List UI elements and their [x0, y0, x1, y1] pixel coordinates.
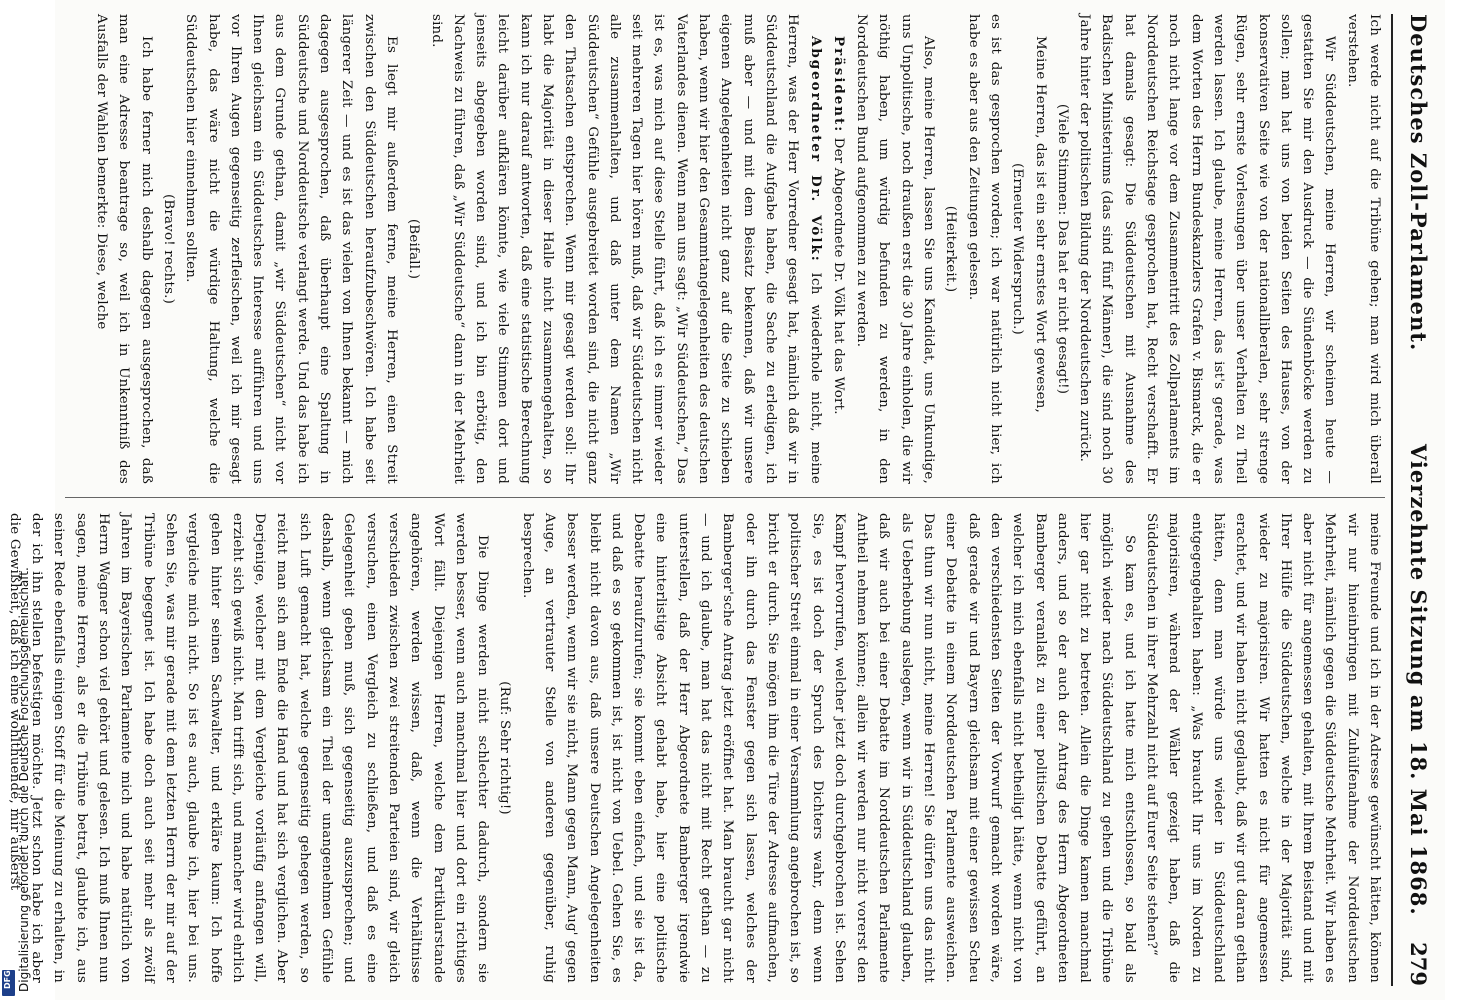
- speaker-name: Präsident:: [830, 36, 847, 134]
- page-number: 279: [1406, 942, 1431, 986]
- right-column-paragraph: (Ruf: Sehr richtig!): [497, 681, 513, 815]
- dfg-logo: [2, 970, 15, 996]
- running-header: [1391, 14, 1437, 986]
- speaker-name: Abgeordneter Dr. Völk:: [807, 36, 824, 263]
- running-head-left: Deutsches Zoll-Parlament.: [1406, 14, 1431, 352]
- left-column-paragraph: (Bravo! rechts.): [160, 193, 176, 305]
- left-column-paragraph: Es liegt mir außerdem ferne, meine Herren, einen Streit zwischen den Süddeutschen heraufzubeschwören. Ich habe seit längerer Zeit — und es ist das vielen von Ihnen bekannt — mich dagegen ausgesprochen, daß überhaupt eine Spaltung in Süddeutsche und Norddeutsche verlangt werde. Und das habe ich aus dem Grunde gethan, damit „wir Süddeutschen“ nicht vor Ihnen gleichsam ein Süddeutsches Interesse aufführen und uns vor Ihren Augen gegenseitig zerfleischen, weil ich mir gesagt habe, das wäre nicht die würdige Haltung, welche die Süddeutschen hier einnehmen sollten.: [183, 14, 399, 484]
- footer-strip: [0, 0, 31, 1000]
- left-column-paragraph: Meine Herren, das ist ein sehr ernstes Wort gewesen,: [1032, 36, 1048, 414]
- left-column-paragraph: Abgeordneter Dr. Völk: Ich wiederhole nicht, meine Herren, was der Herr Vorredner gesagt hat, nämlich daß wir in Süddeutschland die Aufgabe haben, die Sache zu erledigen, ich muß aber — und mit dem Beisatz bekennen, daß wir unsere eigenen Angelegenheiten nicht ganz auf die Seite zu schieben haben, wenn wir hier den Gesammtangelegenheiten des deutschen Vaterlandes dienen. Wenn man uns sagt: „Wir Süddeutschen,“ Das ist es, was mich auf diese Stelle führt, daß ich es immer wieder seit mehreren Tagen hier hören muß, daß wir Süddeutschen nicht alle zusammenhalten, und daß unter dem Namen „Wir Süddeutschen“ Gefühle ausgebreitet worden sind, die nicht ganz den Thatsachen entsprechen. Wenn mir gesagt werden soll: Ihr habt die Majorität in dieser Halle nicht zusammengehalten, so kann ich nur darauf antworten, daß eine statistische Berechnung leicht darüber aufklären könnte, wie viele Stimmen dort und jenseits abgegeben worden sind, und ich bin erbötig, den Nachweis zu führen, daß „Wir Süddeutsche“ dann in der Mehrheit sind.: [428, 14, 824, 484]
- left-column-paragraph: Ich habe ferner mich deshalb dagegen ausgesprochen, daß man eine Adresse beantrage so, weil ich in Unkenntniß des Ausfalls der Wahlen bemerkte: Diese, welche: [94, 14, 154, 484]
- left-column-paragraph: (Erneuter Widerspruch.): [1010, 163, 1026, 335]
- left-column-paragraph: Ich werde nicht auf die Tribüne gehen; man wird mich überall verstehen.: [1344, 14, 1382, 484]
- right-column-paragraph: So kam es, und ich hatte mich entschlossen, so bald als möglich wieder nach Süddeutschland zu gehen und die Tribüne hier gar nicht zu betreten. Allein die Dinge kamen manchmal anders, und so der auch der Antrag des Herrn Abgeordneten Bamberger veranlaßt zu einer politischen Debatte geführt, an welcher ich mich ebenfalls nicht betheiligt hätte, wenn nicht von den verschiedensten Seiten der Vorwurf gemacht worden wäre, daß gerade wir und Bayern gleichsam mit einer gewissen Scheu einer Debatte in einem Norddeutschen Parlamente ausweichen. Das thun wir nun nicht, meine Herren! Sie dürfen uns das nicht als Ueberhebung auslegen, wenn wir in Süddeutschland glauben, daß wir auch bei einer Debatte im Norddeutschen Parlamente Antheil nehmen können; allein wir werden nur nicht vorerst den Kampf hervorrufen, welcher jetzt doch durchgebrochen ist. Sehen Sie, es ist doch der Spruch des Dichters wahr, denn wenn politischer Streit einmal in einer Versammlung angebrochen ist, so bricht er durch. Sie mögen ihm die Türe der Adresse aufmachen, oder ihn durch das Fenster gegen sich lassen, welches der Bamberger'sche Antrag jetzt eröffnet hat. Man braucht gar nicht — und ich glaube, man hat das nicht mit Recht gethan — zu unterstellen, daß der Herr Abgeordnete Bamberger irgendwie eine hinterlistige Absicht gehabt habe, hier eine politische Debatte heraufzurufen; sie kommt eben einfach, und sie ist da, und daß es so gekommen ist, ist nicht von Uebel. Gehen Sie, es bleibt nicht davon aus, daß unsere Deutschen Angelegenheiten besser werden, wenn wir sie nicht, Mann gegen Mann, Aug' gegen Auge, an vertrauter Stelle von anderen gegenüber, ruhig besprechen.: [519, 513, 1137, 983]
- column-divider: [65, 497, 1385, 498]
- digitization-credit: Digitalisierung gefördert durch die Deutsche Forschungsgemeinschaft.: [17, 567, 31, 992]
- running-head-right: Vierzehnte Sitzung am 18. Mai 1868.: [1406, 444, 1431, 916]
- left-column-paragraph: Präsident: Der Abgeordnete Dr. Völk hat das Wort.: [830, 36, 847, 415]
- left-column-paragraph: es ist das gesprochen worden; ich war natürlich nicht hier, ich habe es aber aus den Zeitungen gelesen.: [965, 14, 1003, 484]
- left-column-paragraph: Wir Süddeutschen, meine Herren, wir scheinen heute — gestatten Sie mir den Ausdruck — die Sündenböcke werden zu sollen; man hat uns von beiden Seiten des Hauses, von der konservativen Seite wie von der nationalliberalen, sehr strenge Rügen, sehr ernste Vorlesungen über unser Verhalten zu Theil werden lassen. Ich glaube, meine Herren, das ist's gerade, was dem Worten des Herrn Bundeskanzlers Grafen v. Bismarck, die er noch nicht lange vor dem Zusammentritt des Zollparlaments im Norddeutschen Reichstage gesprochen hat, Recht verschafft. Er hat damals gesagt: Die Süddeutschen mit Ausnahme des Badischen Ministeriums (das sind fünf Männer), die sind noch 30 Jahre hinter der politischen Bildung der Norddeutschen zurück.: [1077, 14, 1338, 484]
- left-column-paragraph: (Beifall.): [406, 218, 422, 280]
- right-text-column: [3, 513, 1385, 983]
- left-column-paragraph: Also, meine Herren, lassen Sie uns Kandidat, uns Unkundige, uns Unpolitische, noch draußen erst die 30 Jahre einholen, die wir nöthig haben, um würdig befunden zu werden, in den Norddeutschen Bund aufgenommen zu werden.: [854, 14, 937, 484]
- left-column-paragraph: (Viele Stimmen: Das hat er nicht gesagt!): [1054, 103, 1070, 395]
- dfg-logo-text: DFG: [3, 970, 12, 989]
- left-text-column: [90, 14, 1385, 484]
- right-column-paragraph: meine Freunde und ich in der Adresse gewünscht hätten, können wir nur hineinbringen mit Zuhülfenahme der Norddeutschen Mehrheit, nämlich gegen die Süddeutsche Mehrheit. Wir haben es aber nicht für angemessen gehalten, mit Ihrem Beistand und mit Ihrer Hülfe die Süddeutschen, welche in der Majorität sind, wieder zu majorisiren. Wir hatten es nicht für angemessen erachtet, und wir haben nicht geglaubt, daß wir gut daran gethan hätten, denn man würde uns wieder in Süddeutschland entgegengehalten haben: „Was braucht Ihr uns im Norden zu majorisiren, während der Wähler gezeigt haben, daß die Süddeutschen in ihrer Mehrzahl nicht auf Eurer Seite stehen?“: [1144, 513, 1382, 983]
- left-column-paragraph: (Heiterkeit.): [943, 205, 959, 293]
- right-column-paragraph: Die Dinge werden nicht schlechter dadurch, sondern sie werden besser, wenn auch manchmal hier und dort ein richtiges Wort fällt. Diejenigen Herren, welche dem Partikularstande angehören, werden wissen, daß, wenn die Verhältnisse verschieden zwischen zwei streitenden Parteien sind, wir gleich versuchen, einen Vergleich zu schließen, und daß es eine Gelegenheit geben muß, sich gegenseitig auszusprechen; und deshalb, wenn gleichsam ein Theil der unangenehmen Gefühle sich Luft gemacht hat, welche gegenseitig gehegen werden, so reicht man sich am Ende die Hand und hat sich verglichen. Aber Derjenige, welcher mit dem Vergleiche vorläufig anfangen will, erzieht sich gewiß nicht. Man trifft sich, und mancher wird ehrlich gehen hinter seinen Sachwalter, und erkläre kaum: Ich hoffe vergleiche mich nicht. So ist es auch, glaube ich, hier bei uns. Sehen Sie, was mir gerade mit dem letzten Herrn der mir auf der Tribüne begegnet ist. Ich habe doch auch seit mehr als zwölf Jahren im Bayerischen Parlamente mich und habe natürlich von Herrn Wagner schon viel gehört und gelesen. Ich muß Ihnen nun sagen, meine Herren, als er die Tribüne betrat, glaubte ich, aus seiner Rede ebenfalls einigen Stoff für die Meinung zu erhalten, in der ich ihn stellen befestigen möchte. Jetzt schon habe ich aber die Gewißheit, daß ich eine wohlthuende, mir äußerst: [6, 513, 491, 983]
